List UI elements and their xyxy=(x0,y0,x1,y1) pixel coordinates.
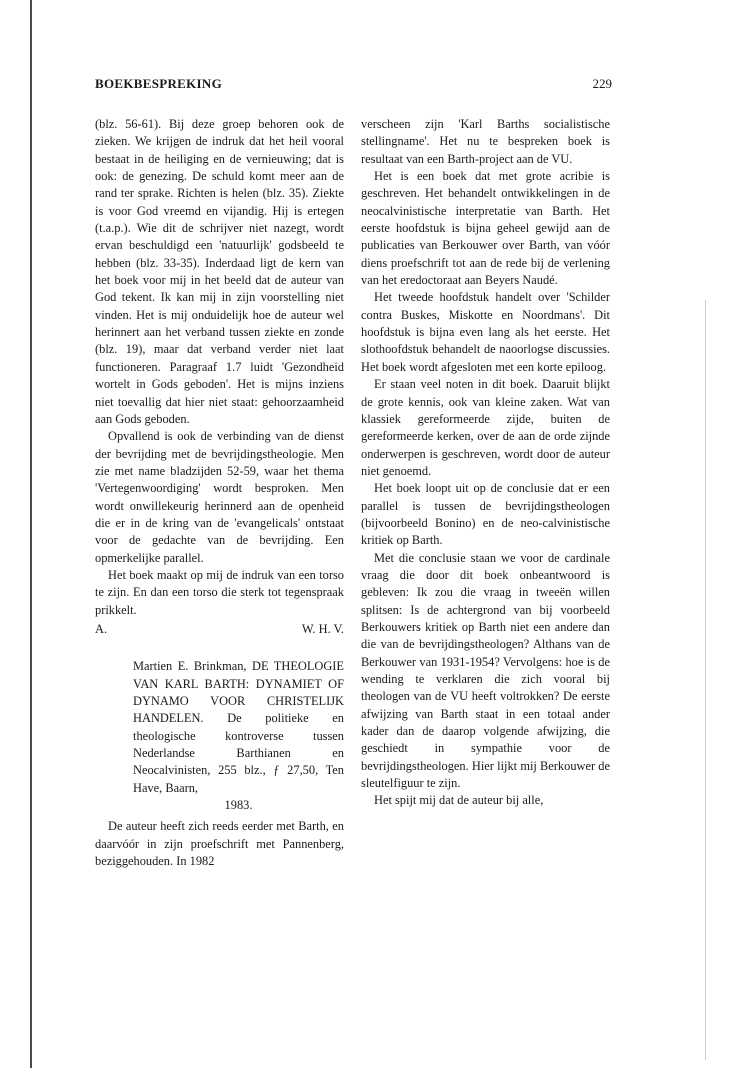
page-edge-left xyxy=(30,0,32,1068)
book-citation-year: 1983. xyxy=(224,798,253,813)
paragraph: Met die conclusie staan we voor de cardinale vraag die door dit boek onbeantwoord is gebleven: Ik zou die vraag in tweeën willen splitsen: Is de achtergrond van bij voorbeeld Berkouwers kritiek op Barth niet een andere dan die van de bevrijdingstheologen? Althans van de Berkouwer van 1931-1954? Vervolgens: hoe is de wending te verklaren die zich vooral bij theologen van de VU heeft voltrokken? De eerste afwijzing van Barth staat in een totaal ander kader dan de daarop volgende afwijzing, die geschiedt in sympathie voor de bevrijdingstheologen. Hier lijkt mij Berkouwer de sleutelfiguur te zijn. xyxy=(361,550,610,791)
running-head: BOEKBESPREKING xyxy=(95,76,223,91)
book-citation xyxy=(133,658,344,814)
right-column xyxy=(361,116,610,810)
left-column xyxy=(95,116,344,870)
paragraph: Het boek loopt uit op de conclusie dat er een parallel is tussen de bevrijdingstheologen (bijvoorbeeld Bonino) en de neo-calvinistische kritiek op Barth. xyxy=(361,481,610,548)
paragraph: Het spijt mij dat de auteur bij alle, xyxy=(374,793,544,808)
signature-initials: W. H. V. xyxy=(301,621,344,636)
paragraph: Er staan veel noten in dit boek. Daaruit blijkt de grote kennis, ook van kleine zaken. Wat van klassiek gereformeerde zijde, buiten de gereformeerde kerken, over de aan de orde zijnde onderwerpen is geschreven, wordt door de auteur niet genoemd. xyxy=(361,377,610,478)
paragraph: Het is een boek dat met grote acribie is geschreven. Het behandelt ontwikkelingen in de neocalvinistische interpretatie van Barth. Het eerste hoofdstuk is bijna geheel gewijd aan de publicaties van Berkouwer over Barth, van vóór diens proefschrift tot aan de rede bij de verlening van het eredoctoraat aan Beyers Naudé. xyxy=(361,169,610,288)
book-citation-text: Martien E. Brinkman, DE THEOLOGIE VAN KARL BARTH: DYNAMIET OF DYNAMO VOOR CHRISTELIJK HANDELEN. De politieke en theologische kontroverse tussen Nederlandse Barthianen en Neocalvinisten, 255 blz., ƒ 27,50, Ten Have, Baarn, xyxy=(133,659,344,795)
review-signature xyxy=(95,621,344,638)
page-number: 229 xyxy=(592,76,612,91)
paragraph: verscheen zijn 'Karl Barths socialistische stellingname'. Het nu te bespreken boek is resultaat van een Barth-project aan de VU. xyxy=(361,117,610,166)
signature-place: A. xyxy=(95,621,108,636)
paragraph: Het boek maakt op mij de indruk van een torso te zijn. En dan een torso die sterk tot tegenspraak prikkelt. xyxy=(95,567,344,617)
paragraph: Het tweede hoofdstuk handelt over 'Schilder contra Buskes, Miskotte en Noordmans'. Dit hoofdstuk is bijna even lang als het eerste. Het slothoofdstuk behandelt de naoorlogse discussies. Het boek wordt afgesloten met een korte epiloog. xyxy=(361,290,610,374)
page-edge-right xyxy=(705,300,706,1060)
paragraph: Opvallend is ook de verbinding van de dienst der bevrijding met de bevrijdingstheologie. Men zie met name bladzijden 52-59, waar het thema 'Vertegenwoordiging' wordt besproken. Men wordt onwillekeurig herinnerd aan de openheid die er in de kring van de 'evangelicals' ontstaat voor de gedachte van de bevrijding. Een opmerkelijke parallel. xyxy=(95,429,344,565)
paragraph: (blz. 56-61). Bij deze groep behoren ook de zieken. We krijgen de indruk dat het heil vooral bestaat in de heiliging en de vernieuwing; dat is ook: de genezing. De schuld komt meer aan de rand ter sprake. Richten is helen (blz. 35). Ziekte is voor God vreemd en vijandig. Hij is ertegen (t.a.p.). Wie dit de schrijver niet nazegt, wordt ervan beschuldigd een 'natuurlijk' godsbeeld te hebben (blz. 33-35). Inderdaad ligt de kern van het boek voor mij in het beeld dat de auteur van God tekent. Ik kan mij in zijn voorstelling niet vinden. Het is mij onduidelijk hoe de auteur wel herinnert aan het verband tussen ziekte en zonde (blz. 19), maar dat verband verder niet laat functioneren. Paragraaf 1.7 luidt 'Gezondheid wortelt in Gods geboden'. Het is mijns inziens niet toevallig dat hier niet staat: gehoorzaamheid aan Gods geboden. xyxy=(95,117,344,426)
paragraph: De auteur heeft zich reeds eerder met Barth, en daarvóór in zijn proefschrift met Pannenberg, beziggehouden. In 1982 xyxy=(95,819,344,869)
